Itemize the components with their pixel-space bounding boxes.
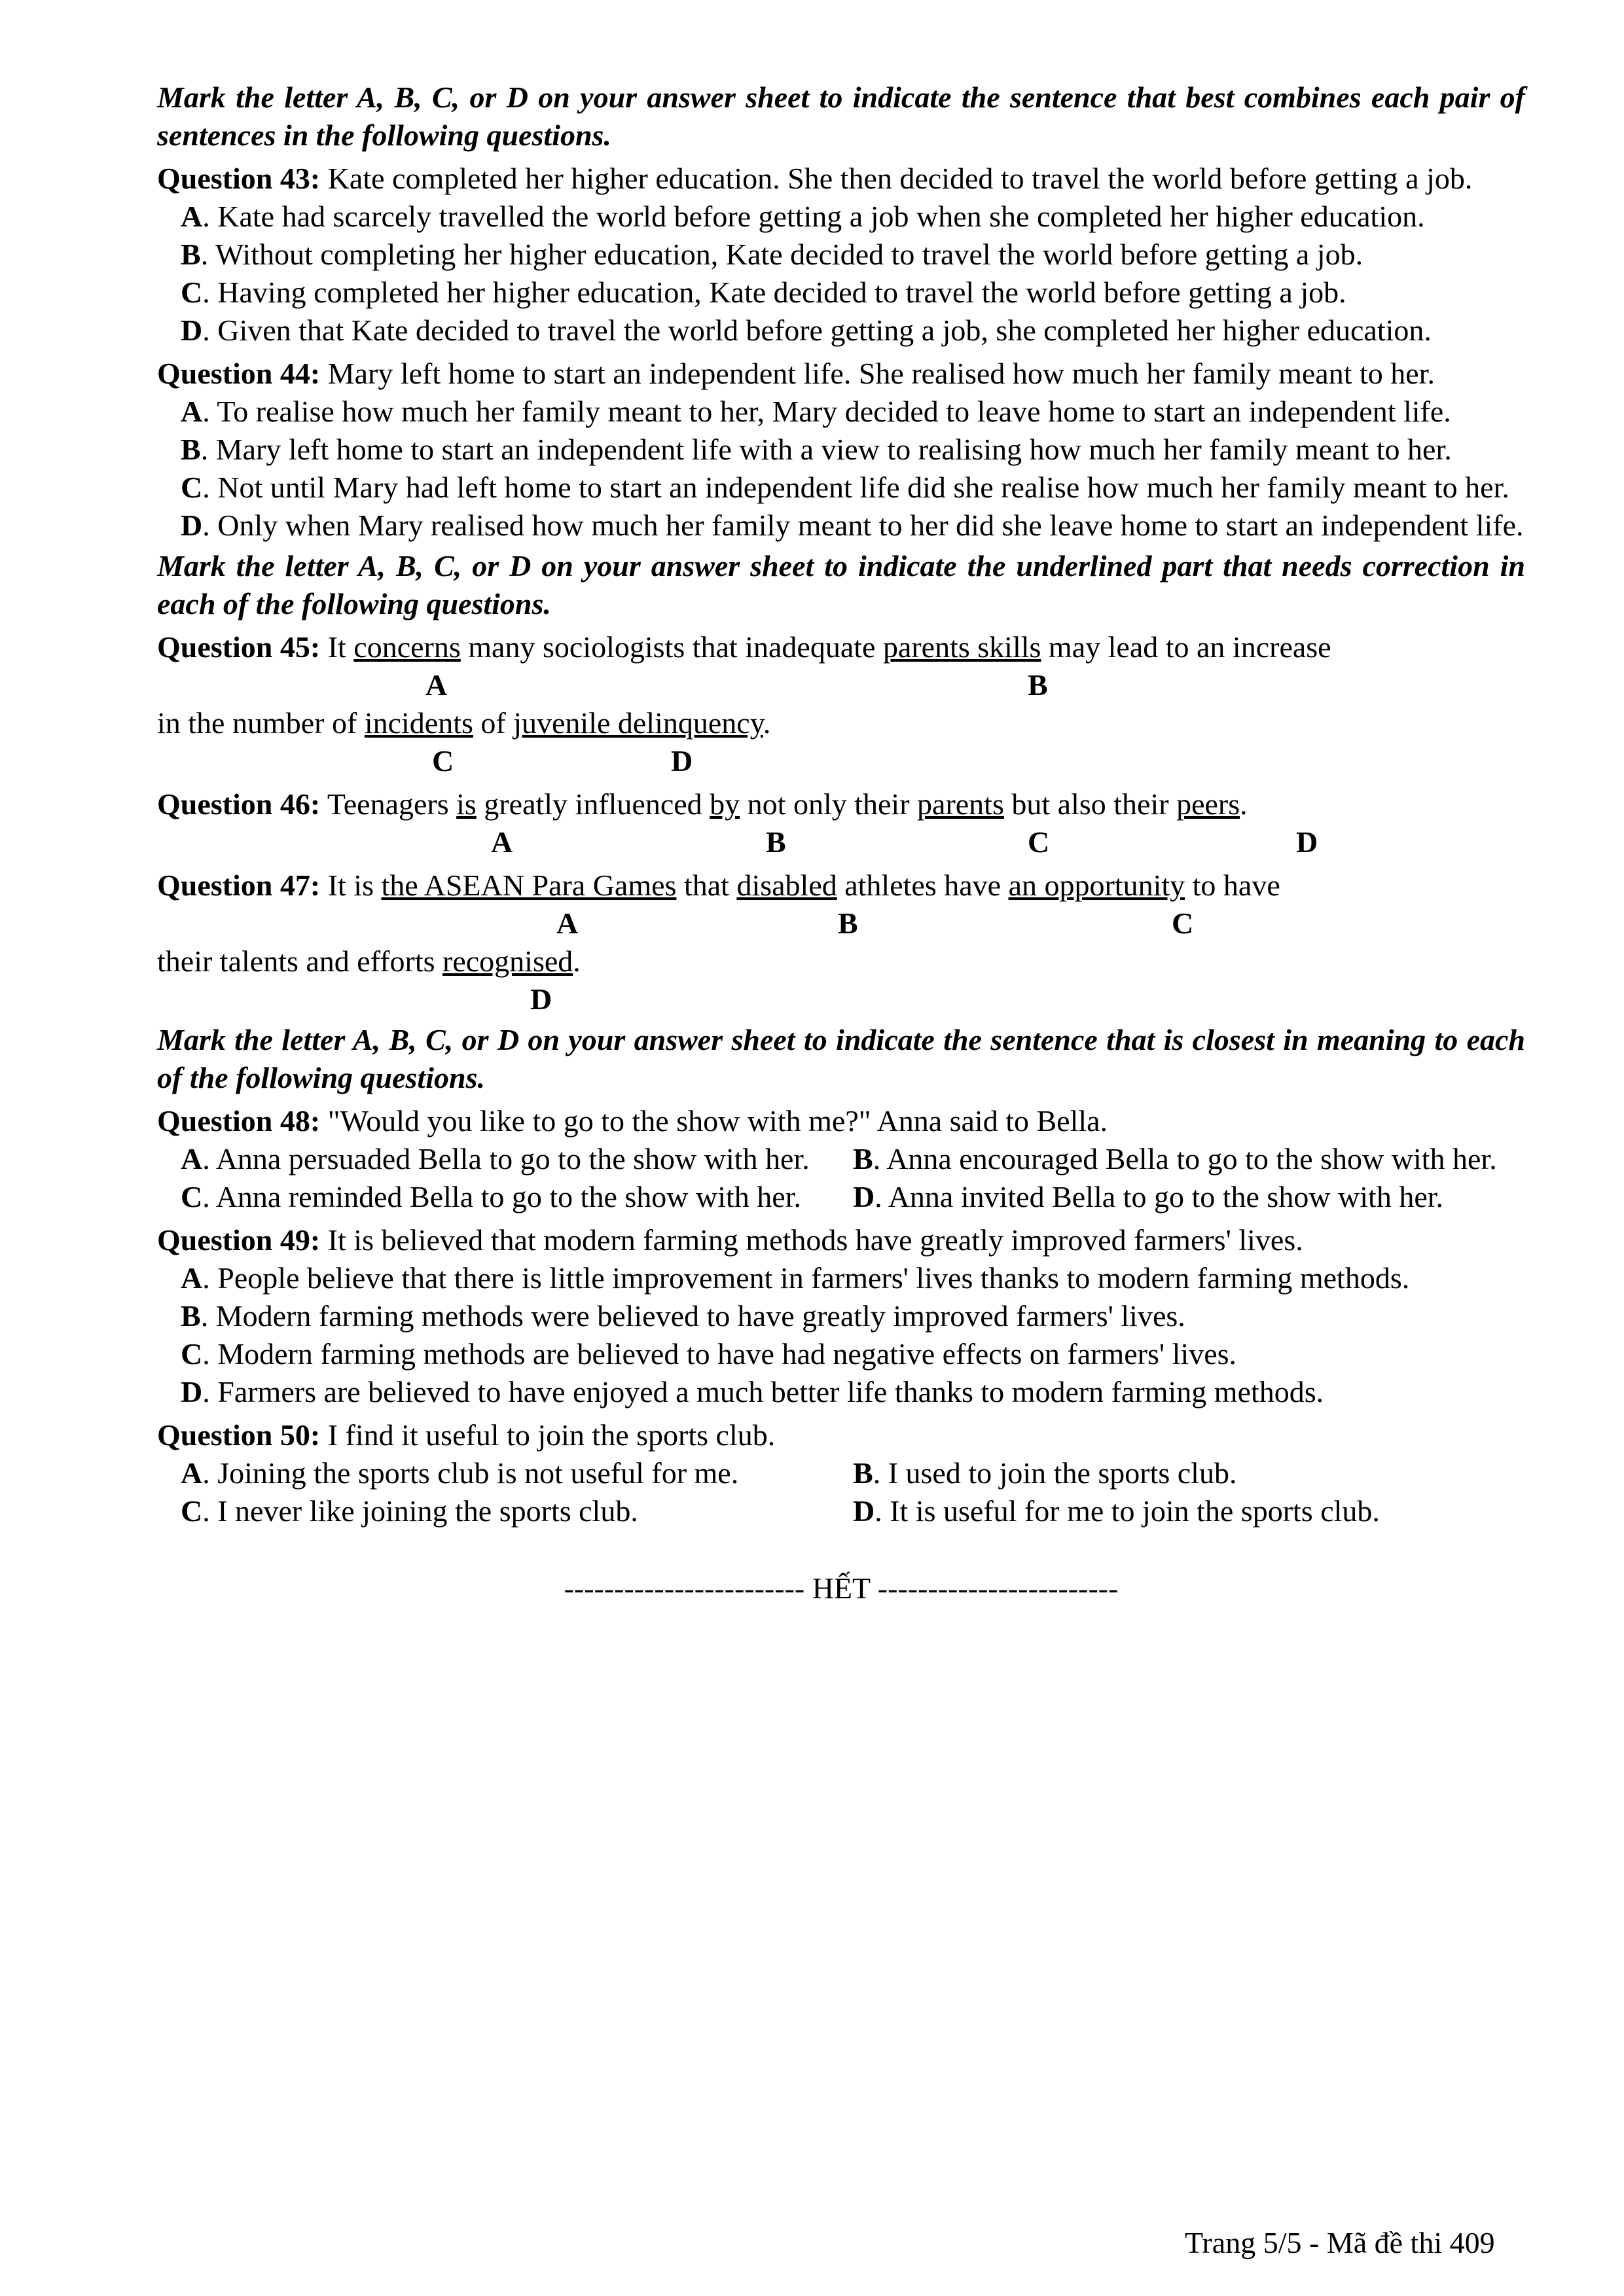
option-b	[157, 431, 1525, 469]
option-b	[157, 1297, 1525, 1335]
option-a	[157, 198, 1525, 236]
text-fragment: It	[327, 630, 354, 664]
option-letter: A	[181, 1142, 203, 1175]
option-letter: B	[181, 238, 201, 271]
answer-letters	[157, 980, 1525, 1018]
answer-letters	[157, 905, 1525, 942]
option-letter: A	[181, 1261, 203, 1295]
question-47-line2	[157, 942, 1525, 980]
option-letter: B	[181, 1299, 201, 1333]
options-row	[157, 1492, 1525, 1530]
option-d	[157, 1373, 1525, 1411]
option-text: . Mary left home to start an independent life with a view to realising how much her family meant to her.	[200, 433, 1452, 466]
option-a	[157, 1259, 1525, 1297]
option-a	[181, 1140, 853, 1178]
letter-c: C	[1172, 906, 1194, 940]
question-45	[157, 628, 1525, 666]
option-letter: C	[181, 276, 203, 309]
question-48	[157, 1102, 1525, 1140]
option-c	[181, 1178, 853, 1216]
text-fragment: in the number of	[157, 706, 365, 740]
option-text: . Only when Mary realised how much her family meant to her did she leave home to start an independent life.	[202, 509, 1524, 542]
option-letter: A	[181, 1456, 203, 1490]
option-d	[157, 507, 1525, 545]
question-label: Question 45:	[157, 630, 321, 664]
option-letter: D	[181, 1375, 203, 1408]
option-letter: C	[181, 471, 203, 504]
option-letter: A	[181, 395, 203, 428]
option-c	[181, 1492, 853, 1530]
letter-a: A	[491, 825, 513, 859]
options-row	[157, 1140, 1525, 1178]
text-fragment: greatly influenced	[476, 787, 710, 821]
option-letter: B	[181, 433, 201, 466]
section-instruction-combine: Mark the letter A, B, C, or D on your answer sheet to indicate the sentence that best combines each pair of sentences in the following questions.	[157, 81, 1525, 152]
option-c	[157, 1335, 1525, 1373]
text-fragment: .	[1240, 787, 1248, 821]
option-d	[853, 1178, 1525, 1216]
text-fragment: Teenagers	[327, 787, 457, 821]
question-label: Question 50:	[157, 1418, 321, 1452]
option-c	[157, 274, 1525, 312]
text-fragment: that	[676, 869, 737, 902]
letter-a: A	[556, 906, 579, 940]
letter-b: B	[766, 825, 786, 859]
option-text: . Given that Kate decided to travel the world before getting a job, she completed her higher education.	[202, 314, 1432, 347]
option-text: . Anna encouraged Bella to go to the show with her.	[873, 1142, 1497, 1175]
option-b	[157, 236, 1525, 274]
question-text: I find it useful to join the sports club.	[327, 1418, 776, 1452]
option-text: . To realise how much her family meant to her, Mary decided to leave home to start an independent life.	[202, 395, 1451, 428]
underlined-part-a: concerns	[353, 630, 461, 664]
option-c	[157, 469, 1525, 507]
option-text: . Joining the sports club is not useful for me.	[202, 1456, 739, 1490]
option-d	[853, 1492, 1525, 1530]
letter-b: B	[1028, 668, 1048, 702]
question-text: "Would you like to go to the show with me?" Anna said to Bella.	[327, 1104, 1108, 1138]
options-row	[157, 1454, 1525, 1492]
option-a	[157, 393, 1525, 431]
underlined-part-d: juvenile delinquency	[513, 706, 763, 740]
answer-letters	[157, 742, 1525, 780]
question-45-line2	[157, 704, 1525, 742]
option-letter: D	[853, 1180, 875, 1213]
answer-letters	[157, 666, 1525, 704]
question-49	[157, 1221, 1525, 1259]
section-instruction-correction: Mark the letter A, B, C, or D on your answer sheet to indicate the underlined part that needs correction in each of the following questions.	[157, 549, 1525, 620]
text-fragment: athletes have	[837, 869, 1009, 902]
section-instruction-closest-meaning: Mark the letter A, B, C, or D on your answer sheet to indicate the sentence that is closest in meaning to each of the following questions.	[157, 1023, 1525, 1094]
question-label: Question 49:	[157, 1223, 321, 1257]
option-text: . It is useful for me to join the sports club.	[875, 1494, 1380, 1528]
option-text: . I never like joining the sports club.	[202, 1494, 638, 1528]
option-b	[853, 1454, 1525, 1492]
question-label: Question 46:	[157, 787, 321, 821]
question-43	[157, 160, 1525, 198]
option-a	[181, 1454, 853, 1492]
text-fragment: may lead to an increase	[1041, 630, 1331, 664]
text-fragment: .	[763, 706, 771, 740]
underlined-part-b: by	[710, 787, 740, 821]
text-fragment: but also their	[1003, 787, 1177, 821]
question-47	[157, 867, 1525, 905]
page-footer: Trang 5/5 - Mã đề thi 409	[1185, 2226, 1495, 2259]
text-fragment: It is	[327, 869, 382, 902]
underlined-part-a: the ASEAN Para Games	[381, 869, 677, 902]
option-letter: A	[181, 200, 203, 233]
question-label: Question 43:	[157, 162, 321, 195]
option-letter: D	[181, 509, 203, 542]
underlined-part-d: peers	[1176, 787, 1240, 821]
underlined-part-a: is	[456, 787, 477, 821]
text-fragment: of	[473, 706, 514, 740]
text-fragment: their talents and efforts	[157, 944, 443, 978]
question-text: Kate completed her higher education. She then decided to travel the world before getting a job.	[327, 162, 1473, 195]
options-row	[157, 1178, 1525, 1216]
question-46	[157, 785, 1525, 823]
option-letter: B	[853, 1142, 873, 1175]
option-text: . Modern farming methods were believed to have greatly improved farmers' lives.	[200, 1299, 1185, 1333]
option-letter: D	[181, 314, 203, 347]
question-text: Mary left home to start an independent life. She realised how much her family meant to her.	[327, 357, 1435, 390]
option-text: . Anna reminded Bella to go to the show with her.	[202, 1180, 801, 1213]
option-text: . Without completing her higher education, Kate decided to travel the world before getting a job.	[200, 238, 1363, 271]
option-letter: C	[181, 1337, 203, 1371]
exam-page	[157, 79, 1525, 1607]
option-text: . Kate had scarcely travelled the world before getting a job when she completed her higher education.	[202, 200, 1425, 233]
option-text: . Farmers are believed to have enjoyed a much better life thanks to modern farming methods.	[202, 1375, 1324, 1408]
letter-d: D	[530, 982, 552, 1016]
option-text: . People believe that there is little improvement in farmers' lives thanks to modern farming methods.	[202, 1261, 1410, 1295]
answer-letters	[157, 823, 1525, 861]
question-50	[157, 1416, 1525, 1454]
question-text: It is believed that modern farming methods have greatly improved farmers' lives.	[327, 1223, 1303, 1257]
underlined-part-c: an opportunity	[1008, 869, 1185, 902]
text-fragment: many sociologists that inadequate	[460, 630, 883, 664]
letter-c: C	[1028, 825, 1050, 859]
underlined-part-b: disabled	[736, 869, 837, 902]
option-letter: C	[181, 1180, 203, 1213]
question-44	[157, 355, 1525, 393]
letter-c: C	[432, 744, 454, 778]
text-fragment: .	[573, 944, 581, 978]
letter-a: A	[425, 668, 448, 702]
letter-d: D	[1296, 825, 1318, 859]
question-label: Question 44:	[157, 357, 321, 390]
underlined-part-c: parents	[917, 787, 1004, 821]
option-b	[853, 1140, 1525, 1178]
option-text: . I used to join the sports club.	[873, 1456, 1237, 1490]
question-label: Question 47:	[157, 869, 321, 902]
end-marker: ------------------------ HẾT ------------------------	[564, 1571, 1119, 1605]
option-text: . Anna persuaded Bella to go to the show with her.	[202, 1142, 810, 1175]
option-letter: B	[853, 1456, 873, 1490]
option-text: . Not until Mary had left home to start an independent life did she realise how much her family meant to her.	[202, 471, 1509, 504]
text-fragment: to have	[1185, 869, 1280, 902]
option-d	[157, 312, 1525, 350]
letter-d: D	[671, 744, 693, 778]
option-text: . Having completed her higher education, Kate decided to travel the world before getting a job.	[202, 276, 1346, 309]
underlined-part-b: parents skills	[882, 630, 1041, 664]
letter-b: B	[838, 906, 858, 940]
underlined-part-c: incidents	[364, 706, 473, 740]
option-letter: D	[853, 1494, 875, 1528]
option-text: . Anna invited Bella to go to the show with her.	[875, 1180, 1444, 1213]
text-fragment: not only their	[740, 787, 918, 821]
underlined-part-d: recognised	[442, 944, 573, 978]
option-text: . Modern farming methods are believed to have had negative effects on farmers' lives.	[202, 1337, 1237, 1371]
option-letter: C	[181, 1494, 203, 1528]
question-label: Question 48:	[157, 1104, 321, 1138]
